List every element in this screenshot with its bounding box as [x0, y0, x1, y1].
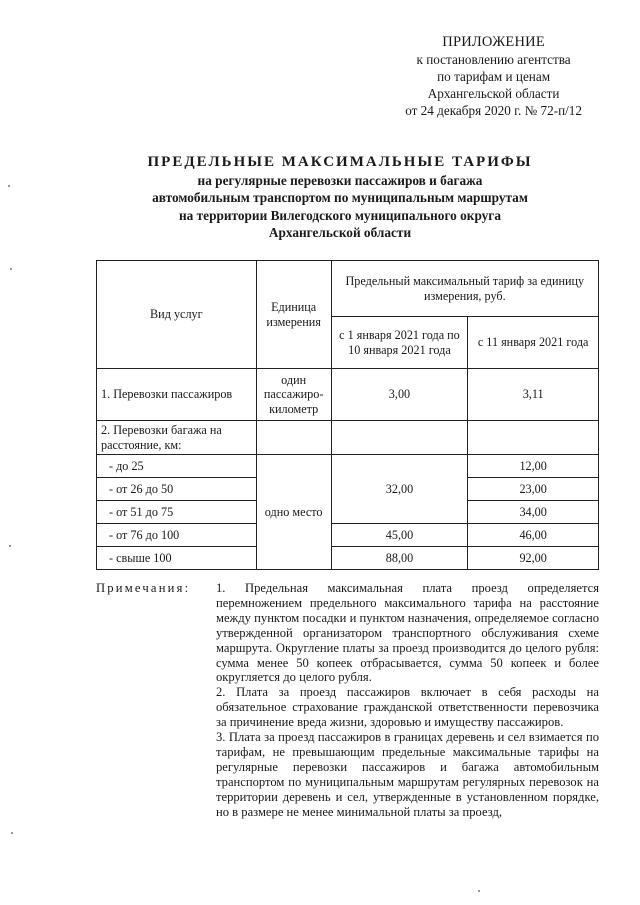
note-item: 2. Плата за проезд пассажиров включает в себя расходы на обязательное страхование гражданской ответственности перевозчика за причинение вреда жизни, здоровью и имуществу пассажиров. [216, 685, 599, 730]
notes-block [216, 581, 599, 820]
passenger-service: 1. Перевозки пассажиров [97, 369, 257, 421]
title-line: на территории Вилегодского муниципального округа [179, 207, 501, 223]
passenger-tariff-1: 3,00 [331, 369, 468, 421]
tariff-table [96, 260, 599, 570]
baggage-tariff-2: 34,00 [468, 501, 599, 524]
baggage-range: - от 26 до 50 [97, 478, 257, 501]
baggage-tariff-2: 92,00 [468, 547, 599, 570]
appendix-line: Архангельской области [427, 86, 560, 101]
note-item: 3. Плата за проезд пассажиров в границах деревень и сел взимается по тарифам, не превышающим предельные максимальные тарифы на регулярные перевозки пассажиров и багажа автомобильным транспортом по муниципальным маршрутам регулярных перевозок на территории деревень и сел, утвержденные в установленном порядке, но в размере не менее минимальной платы за проезд, [216, 730, 599, 819]
table-row [97, 455, 599, 478]
note-item: 1. Предельная максимальная плата проезд определяется перемножением предельного максимального тарифа на расстояние между пунктом посадки и пунктом назначения, определяемое согласно утвержденной организатором транспортного обслуживания схеме маршрута. Округление платы за проезд производится до целого рубля: сумма менее 50 копеек отбрасывается, сумма 50 копеек и более округляется до целого рубля. [216, 581, 599, 685]
empty-cell [331, 421, 468, 455]
header-service: Вид услуг [97, 261, 257, 369]
scan-speck [8, 185, 10, 187]
appendix-line: к постановлению агентства [416, 52, 571, 67]
title-line: Архангельской области [268, 225, 412, 240]
title-line: на регулярные перевозки пассажиров и багажа [197, 172, 483, 188]
notes-label: Примечания: [96, 581, 191, 595]
baggage-range: - свыше 100 [97, 547, 257, 570]
baggage-tariff-2: 46,00 [468, 524, 599, 547]
baggage-range: - от 51 до 75 [97, 501, 257, 524]
baggage-tariff-1: 45,00 [331, 524, 468, 547]
scan-speck [9, 545, 11, 547]
scan-speck [10, 268, 12, 270]
document-title [90, 154, 590, 242]
table-row [97, 524, 599, 547]
empty-cell [256, 421, 331, 455]
appendix-line: от 24 декабря 2020 г. № 72-п/12 [405, 103, 582, 118]
header-unit: Единица измерения [256, 261, 331, 369]
baggage-tariff-2: 23,00 [468, 478, 599, 501]
appendix-block [405, 34, 582, 119]
header-tariff: Предельный максимальный тариф за единицу измерения, руб. [331, 261, 598, 317]
passenger-unit: один пассажиро-километр [256, 369, 331, 421]
appendix-title: ПРИЛОЖЕНИЕ [442, 34, 545, 50]
baggage-tariff-2: 12,00 [468, 455, 599, 478]
appendix-line: по тарифам и ценам [437, 69, 551, 84]
header-period-1: с 1 января 2021 года по 10 января 2021 года [331, 317, 468, 369]
baggage-range: - до 25 [97, 455, 257, 478]
title-main: ПРЕДЕЛЬНЫЕ МАКСИМАЛЬНЫЕ ТАРИФЫ [147, 154, 533, 170]
empty-cell [468, 421, 599, 455]
header-period-2: с 11 января 2021 года [468, 317, 599, 369]
baggage-tariff-1-merged: 32,00 [331, 455, 468, 524]
baggage-header: 2. Перевозки багажа на расстояние, км: [97, 421, 257, 455]
scan-speck [11, 832, 13, 834]
table-row [97, 547, 599, 570]
passenger-tariff-2: 3,11 [468, 369, 599, 421]
baggage-tariff-1: 88,00 [331, 547, 468, 570]
baggage-range: - от 76 до 100 [97, 524, 257, 547]
baggage-unit: одно место [256, 455, 331, 570]
scan-speck [478, 890, 480, 892]
title-line: автомобильным транспортом по муниципальным маршрутам [152, 190, 528, 205]
